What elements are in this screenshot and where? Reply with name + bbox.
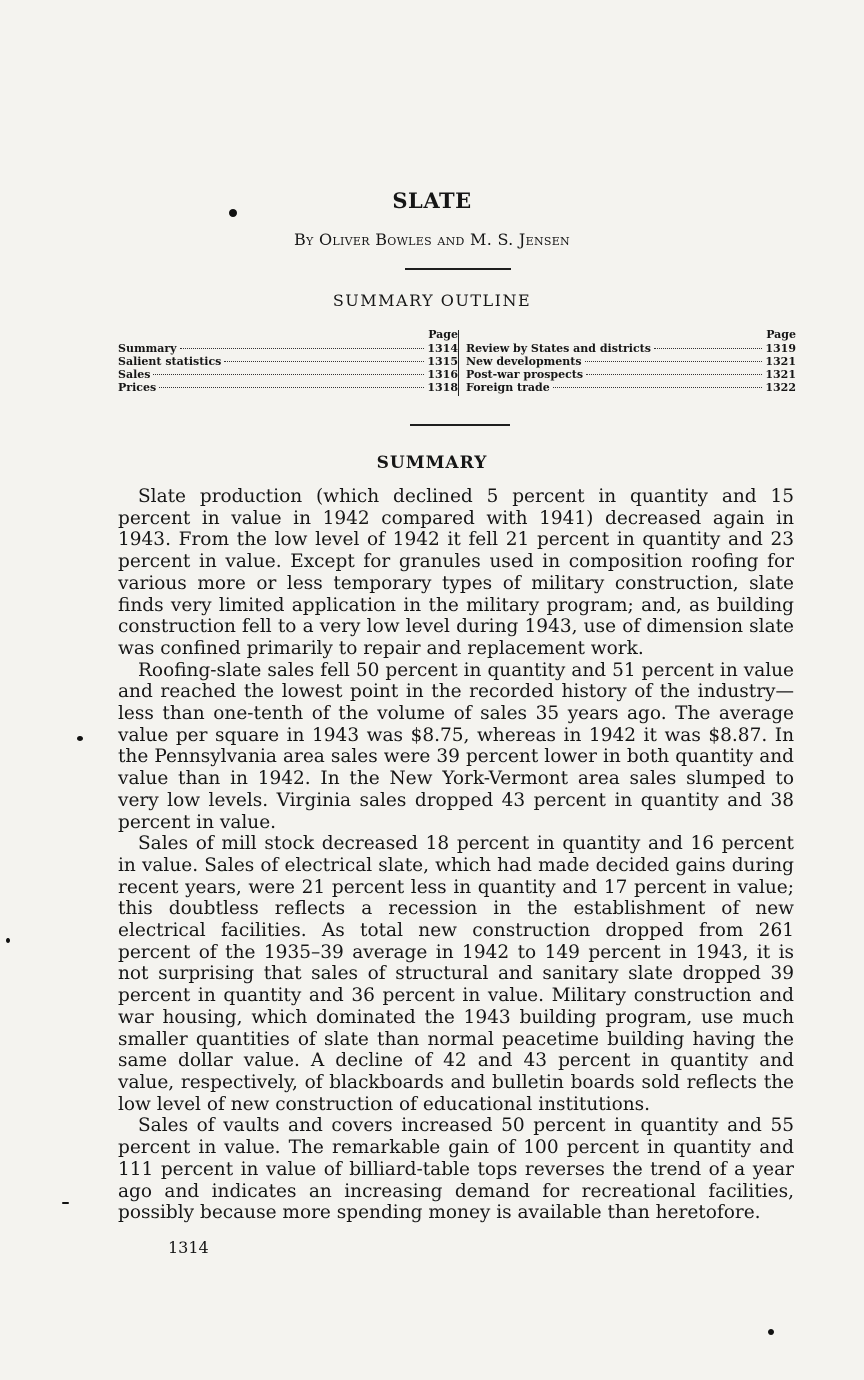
outline-entry-label: Review by States and districts: [466, 342, 651, 355]
outline-entry: [466, 368, 796, 381]
scan-speck: [229, 209, 237, 217]
outline-entry-page: 1322: [765, 381, 796, 394]
author-byline: By Oliver Bowles and M. S. Jensen: [293, 230, 570, 249]
leader-dots: [153, 374, 424, 375]
summary-body: [118, 486, 794, 1224]
outline-entry-label: Post-war prospects: [466, 368, 584, 381]
outline-entry-page: 1316: [427, 368, 458, 381]
outline-entry: [118, 355, 458, 368]
outline-entry-page: 1321: [765, 368, 796, 381]
body-paragraph: Roofing-slate sales fell 50 percent in quantity and 51 percent in value and reached the lowest point in the recorded history of the industry—less than one-tenth of the volume of sales 35 years ago. The average value per square in 1943 was $8.75, whereas in 1942 it was $8.87. In the Pennsylvania area sales were 39 percent lower in both quantity and value than in 1942. In the New York-Vermont area sales slumped to very low levels. Virginia sales dropped 43 percent in quantity and 38 percent in value.: [118, 659, 794, 833]
article-title: SLATE: [392, 188, 472, 213]
leader-dots: [224, 361, 424, 362]
page-number: 1314: [168, 1238, 209, 1257]
outline-entry-page: 1318: [427, 381, 458, 394]
outline-entry-page: 1319: [765, 342, 796, 355]
summary-heading: SUMMARY: [376, 453, 488, 473]
section-rule: [410, 424, 510, 426]
scan-speck: [62, 1202, 69, 1204]
outline-entry-label: Summary: [118, 342, 177, 355]
body-paragraph: Sales of vaults and covers increased 50 percent in quantity and 55 percent in value. The remarkable gain of 100 percent in quantity and 111 percent in value of billiard-table tops reverses the trend of a year ago and indicates an increasing demand for recreational facilities, possibly because more spending money is available than heretofore.: [118, 1115, 794, 1224]
scan-speck: [768, 1329, 774, 1335]
body-paragraph: Slate production (which declined 5 percent in quantity and 15 percent in value in 1942 compared with 1941) decreased again in 1943. From the low level of 1942 it fell 21 percent in quantity and 23 percent in value. Except for granules used in composition roofing for various more or less temporary types of military construction, slate finds very limited application in the military program; and, as building construction fell to a very low level during 1943, use of dimension slate was confined primarily to repair and replacement work.: [118, 486, 794, 659]
outline-entry-label: Prices: [118, 381, 157, 394]
leader-dots: [159, 387, 424, 388]
outline-column-divider: [458, 330, 459, 396]
outline-entry: [118, 381, 458, 394]
outline-entry: [466, 355, 796, 368]
outline-entry-page: 1314: [427, 342, 458, 355]
outline-entry: [466, 342, 796, 355]
page-column-label: Page: [766, 328, 796, 341]
outline-entry-page: 1315: [427, 355, 458, 368]
outline-heading: SUMMARY OUTLINE: [332, 291, 532, 310]
outline-entry-label: Foreign trade: [466, 381, 550, 394]
leader-dots: [585, 361, 763, 362]
page-column-label: Page: [428, 328, 458, 341]
leader-dots: [553, 387, 763, 388]
scan-speck: [77, 736, 83, 741]
outline-right-column: [466, 328, 796, 394]
title-rule: [405, 268, 511, 270]
outline-entry: [466, 381, 796, 394]
scan-speck: [6, 938, 10, 943]
leader-dots: [180, 348, 425, 349]
leader-dots: [586, 374, 762, 375]
outline-left-column: [118, 328, 458, 394]
leader-dots: [654, 348, 762, 349]
outline-entry: [118, 368, 458, 381]
outline-entry-label: Salient statistics: [118, 355, 222, 368]
outline-entry: [118, 342, 458, 355]
body-paragraph: Sales of mill stock decreased 18 percent in quantity and 16 percent in value. Sales of electrical slate, which had made decided gains during recent years, were 21 percent less in quantity and 17 percent in value; this doubtless reflects a recession in the establishment of new electrical facilities. As total new construction dropped from 261 percent of the 1935–39 average in 1942 to 149 percent in 1943, it is not surprising that sales of structural and sanitary slate dropped 39 percent in quantity and 36 percent in value. Military construction and war housing, which dominated the 1943 building program, use much smaller quantities of slate than normal peacetime building having the same dollar value. A decline of 42 and 43 percent in quantity and value, respectively, of blackboards and bulletin boards sold reflects the low level of new construction of educational institutions.: [118, 833, 794, 1115]
outline-entry-label: New developments: [466, 355, 582, 368]
outline-entry-label: Sales: [118, 368, 151, 381]
outline-entry-page: 1321: [765, 355, 796, 368]
